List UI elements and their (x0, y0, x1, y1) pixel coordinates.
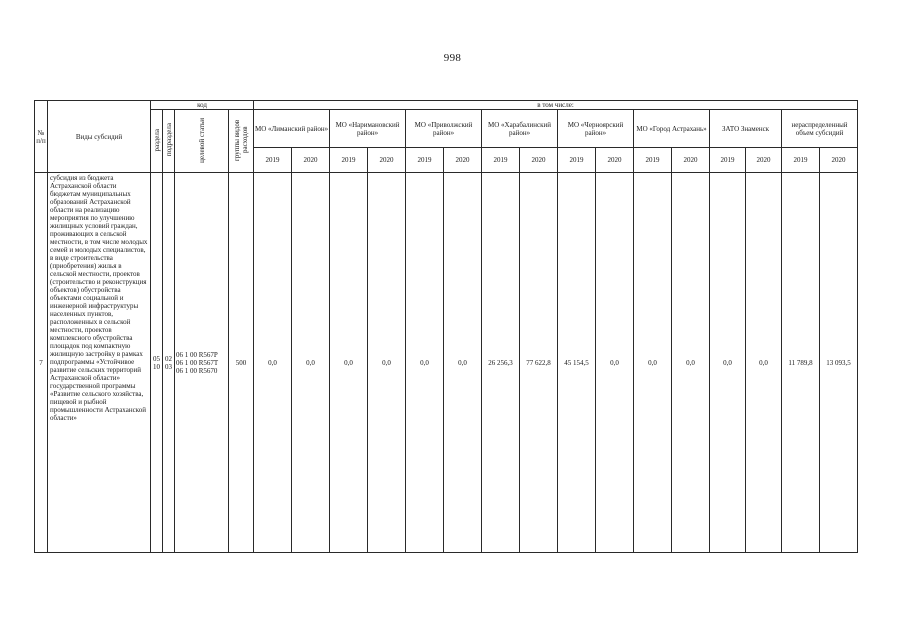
header-region-4: МО «Харабалинский район» (482, 110, 558, 148)
year-2020: 2020 (820, 148, 858, 173)
year-2019: 2019 (782, 148, 820, 173)
year-2019: 2019 (254, 148, 292, 173)
header-region-6: МО «Город Астрахань» (634, 110, 710, 148)
header-including: в том числе: (254, 101, 858, 110)
header-code-section: раздела (151, 110, 163, 173)
header-types: Виды субсидий (48, 101, 151, 173)
value-cell: 0,0 (596, 173, 634, 553)
year-2019: 2019 (482, 148, 520, 173)
row-subsection: 02 03 (163, 173, 175, 553)
year-2020: 2020 (444, 148, 482, 173)
year-2019: 2019 (330, 148, 368, 173)
year-2019: 2019 (710, 148, 746, 173)
row-description: субсидия из бюджета Астраханской области бюджетам муниципальных образований Астраханской области на реализацию мероприятия по улучшению жилищных условий граждан, проживающих в сельской местности, в том числе молодых семей и молодых специалистов, в виде строительства (приобретения) жилья в сельской местности, проектов (строительство и реконструкция объектов) обустройства объектами социальной и инженерной инфраструктуры населенных пунктов, расположенных в сельской местности, проектов комплексного обустройства площадок под компактную жилищную застройку в рамках подпрограммы «Устойчивое развитие сельских территорий Астраханской области» государственной программы «Развитие сельского хозяйства, пищевой и рыбной промышленности Астраханской области» (48, 173, 151, 553)
value-cell: 0,0 (634, 173, 672, 553)
year-2020: 2020 (292, 148, 330, 173)
year-2020: 2020 (596, 148, 634, 173)
header-region-7: ЗАТО Знаменск (710, 110, 782, 148)
header-region-2: МО «Наримановский район» (330, 110, 406, 148)
header-code-expense-group: группы видов расходов (229, 110, 254, 173)
page-number: 998 (443, 52, 462, 64)
header-code-target: целевой статьи (175, 110, 229, 173)
table-row (35, 173, 858, 553)
value-cell: 45 154,5 (558, 173, 596, 553)
value-cell: 0,0 (406, 173, 444, 553)
value-cell: 77 622,8 (520, 173, 558, 553)
year-2020: 2020 (368, 148, 406, 173)
value-cell: 26 256,3 (482, 173, 520, 553)
value-cell: 0,0 (444, 173, 482, 553)
header-num: № п/п (35, 101, 48, 173)
value-cell: 13 093,5 (820, 173, 858, 553)
year-2020: 2020 (520, 148, 558, 173)
row-section: 05 10 (151, 173, 163, 553)
row-expense-group: 500 (229, 173, 254, 553)
value-cell: 0,0 (746, 173, 782, 553)
year-2020: 2020 (672, 148, 710, 173)
year-2019: 2019 (558, 148, 596, 173)
row-target-articles: 06 1 00 R567P 06 1 00 R567T 06 1 00 R5670 (175, 173, 229, 553)
header-code-subsection: подраздела (163, 110, 175, 173)
header-region-1: МО «Лиманский район» (254, 110, 330, 148)
value-cell: 0,0 (292, 173, 330, 553)
year-2019: 2019 (634, 148, 672, 173)
value-cell: 0,0 (368, 173, 406, 553)
value-cell: 0,0 (330, 173, 368, 553)
value-cell: 0,0 (254, 173, 292, 553)
header-region-3: МО «Приволжский район» (406, 110, 482, 148)
year-2020: 2020 (746, 148, 782, 173)
row-num: 7 (35, 173, 48, 553)
year-2019: 2019 (406, 148, 444, 173)
value-cell: 0,0 (710, 173, 746, 553)
header-region-5: МО «Черноярский район» (558, 110, 634, 148)
header-code: код (151, 101, 254, 110)
subsidy-table (34, 100, 858, 553)
value-cell: 11 789,8 (782, 173, 820, 553)
header-region-8: нераспределенный объем субсидий (782, 110, 858, 148)
value-cell: 0,0 (672, 173, 710, 553)
